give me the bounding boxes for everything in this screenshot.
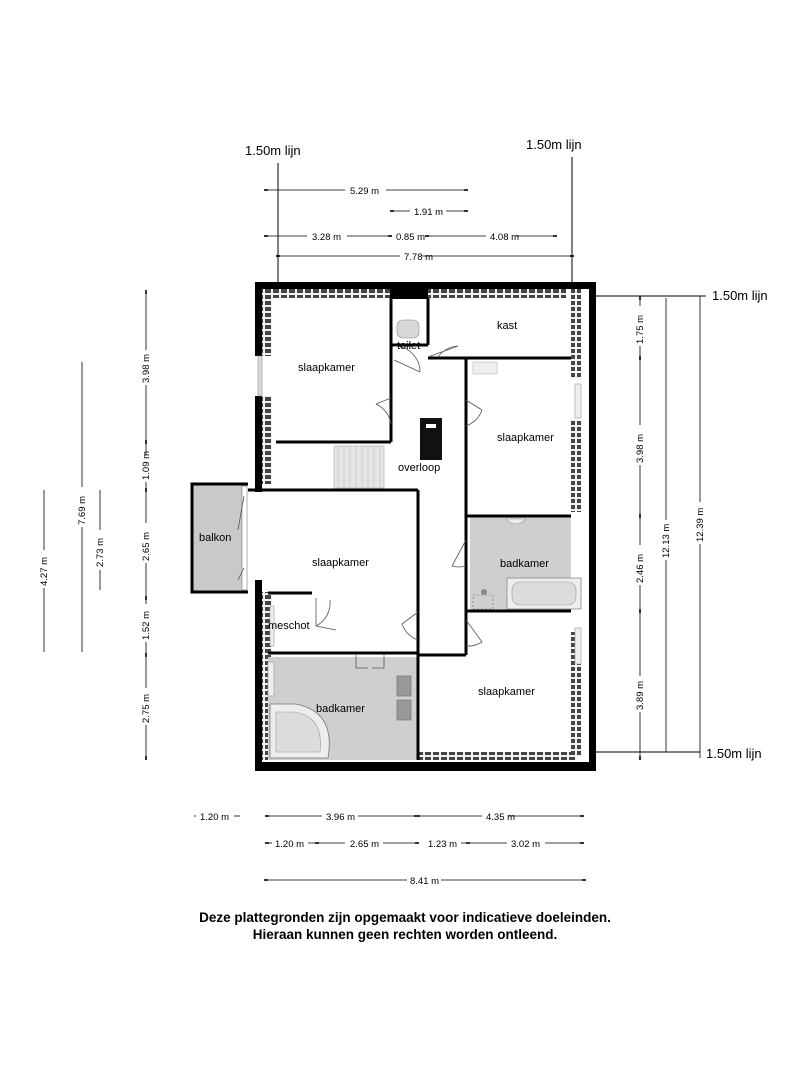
dim-right-12-39: 12.39 m [695, 507, 706, 542]
dim-bottom-1-20-a: 1.20 m [200, 812, 230, 823]
room-badkamer-1: badkamer [500, 558, 549, 570]
disclaimer [0, 909, 810, 943]
dim-right-2-46: 2.46 m [635, 553, 646, 583]
room-kast: kast [497, 320, 518, 332]
room-badkamer-2: badkamer [316, 703, 365, 715]
room-slaapkamer-3: slaapkamer [312, 557, 369, 569]
dim-bottom-3-02: 3.02 m [511, 839, 541, 850]
dim-bottom-3-96: 3.96 m [326, 812, 356, 823]
room-toilet: toilet [397, 340, 421, 352]
dim-bottom-1-23: 1.23 m [428, 839, 458, 850]
room-slaapkamer-4: slaapkamer [478, 686, 535, 698]
dim-right-12-13: 12.13 m [661, 523, 672, 558]
dim-bottom-8-41: 8.41 m [410, 876, 440, 887]
dim-bottom-1-20-b: 1.20 m [275, 839, 305, 850]
dim-left-1-09: 1.09 m [141, 450, 152, 480]
dim-right-3-89: 3.89 m [635, 680, 646, 710]
dim-right-3-98: 3.98 m [635, 433, 646, 463]
room-meschot: meschot [268, 620, 310, 632]
disclaimer-line-1: Deze plattegronden zijn opgemaakt voor indicatieve doeleinden. [199, 910, 611, 925]
dim-top-4-08: 4.08 m [490, 232, 520, 243]
dim-bottom-4-35: 4.35 m [486, 812, 516, 823]
dim-left-2-65: 2.65 m [141, 531, 152, 561]
dim-bottom-2-65: 2.65 m [350, 839, 380, 850]
lijn-label-right-bottom: 1.50m lijn [706, 746, 762, 761]
dim-left-1-52: 1.52 m [141, 610, 152, 640]
dim-top-0-85: 0.85 m [396, 232, 426, 243]
room-slaapkamer-1: slaapkamer [298, 362, 355, 374]
room-balkon: balkon [199, 532, 232, 544]
lijn-label-top-left: 1.50m lijn [245, 143, 301, 158]
dim-left-4-27: 4.27 m [39, 556, 50, 586]
disclaimer-line-2: Hieraan kunnen geen rechten worden ontleend. [252, 927, 558, 942]
dim-top-5-29: 5.29 m [350, 186, 380, 197]
dim-top-1-91: 1.91 m [414, 207, 444, 218]
dim-left-7-69: 7.69 m [77, 495, 88, 525]
lijn-label-top-right: 1.50m lijn [526, 137, 582, 152]
dim-top-3-28: 3.28 m [312, 232, 342, 243]
lijn-label-right-top: 1.50m lijn [712, 288, 768, 303]
room-slaapkamer-2: slaapkamer [497, 432, 554, 444]
dim-right-1-75: 1.75 m [635, 314, 646, 344]
dim-left-3-98: 3.98 m [141, 353, 152, 383]
room-overloop: overloop [398, 462, 441, 474]
dim-top-7-78: 7.78 m [404, 252, 434, 263]
dim-left-2-73: 2.73 m [95, 537, 106, 567]
dim-left-2-75: 2.75 m [141, 693, 152, 723]
